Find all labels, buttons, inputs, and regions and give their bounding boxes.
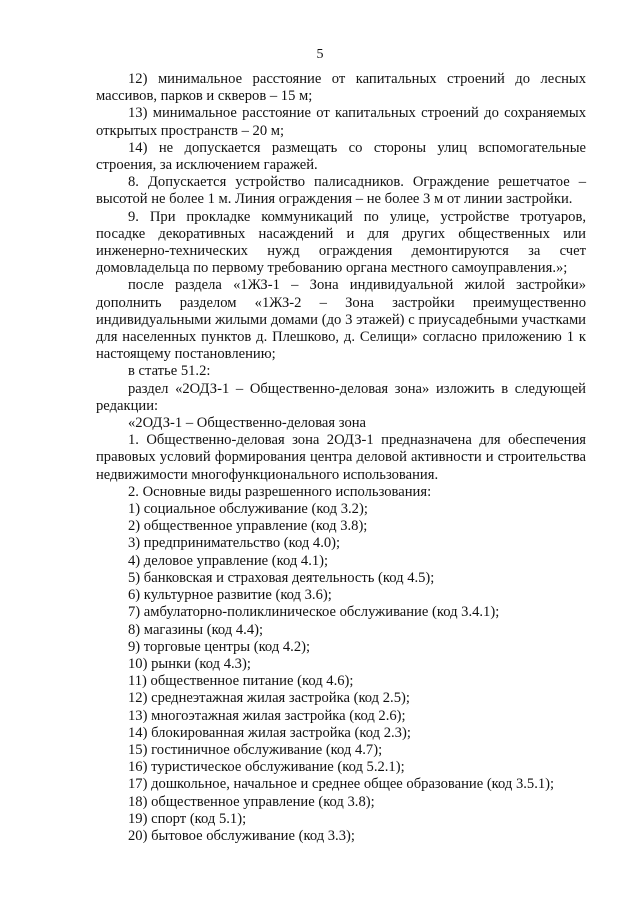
paragraph-item-12: 12) минимальное расстояние от капитальных строений до лесных массивов, парков и скверов – 15 м;: [96, 71, 586, 105]
list-item: 7) амбулаторно-поликлиническое обслуживание (код 3.4.1);: [128, 604, 500, 621]
list-item: 17) дошкольное, начальное и среднее общее образование (код 3.5.1);: [128, 776, 555, 793]
list-item: 18) общественное управление (код 3.8);: [128, 793, 375, 810]
list-item: 11) общественное питание (код 4.6);: [128, 673, 354, 690]
list-item: 9) торговые центры (код 4.2);: [128, 638, 311, 655]
paragraph-zone-purpose: 1. Общественно-деловая зона 2ОДЗ-1 предназначена для обеспечения правовых условий формирования центра деловой активности и строительства недвижимости многофункционального использования.: [96, 432, 586, 483]
list-item: 15) гостиничное обслуживание (код 4.7);: [128, 741, 383, 758]
paragraph-item-13: 13) минимальное расстояние от капитальных строений до сохраняемых открытых пространств – 20 м;: [96, 105, 586, 139]
list-item: 19) спорт (код 5.1);: [128, 810, 247, 827]
paragraph-section-2odz1-intro: раздел «2ОДЗ-1 – Общественно-деловая зона» изложить в следующей редакции:: [96, 380, 586, 414]
section-heading-2odz1: «2ОДЗ-1 – Общественно-деловая зона: [128, 415, 367, 432]
paragraph-item-14: 14) не допускается размещать со стороны улиц вспомогательные строения, за исключением гаражей.: [96, 139, 586, 174]
list-item: 5) банковская и страховая деятельность (код 4.5);: [128, 569, 435, 586]
paragraph-add-section: после раздела «1ЖЗ-1 – Зона индивидуальной жилой застройки» дополнить разделом «1ЖЗ-2 – Зона застройки преимущественно индивидуальными жилыми домами (до 3 этажей) с приусадебными участками для населенных пунктов д. Плешково, д. Селищи» согласно приложению 1 к настоящему постановлению;: [96, 277, 586, 363]
main-uses-list: [96, 501, 586, 845]
page-number: 5: [316, 47, 324, 62]
list-item: 4) деловое управление (код 4.1);: [128, 552, 329, 569]
list-item: 10) рынки (код 4.3);: [128, 655, 251, 672]
list-item: 2) общественное управление (код 3.8);: [128, 518, 368, 535]
paragraph-article-51-2: в статье 51.2:: [128, 363, 211, 380]
paragraph-main-uses-heading: 2. Основные виды разрешенного использования:: [128, 483, 432, 500]
list-item: 6) культурное развитие (код 3.6);: [128, 587, 332, 604]
list-item: 20) бытовое обслуживание (код 3.3);: [128, 827, 355, 844]
document-body: [96, 71, 586, 845]
list-item: 16) туристическое обслуживание (код 5.2.1);: [128, 759, 405, 776]
list-item: 13) многоэтажная жилая застройка (код 2.6);: [128, 707, 406, 724]
paragraph-9: 9. При прокладке коммуникаций по улице, устройстве тротуаров, посадке декоративных насаждений и для других общественных или инженерно-технических нужд ограждения демонтируются за счет домовладельца по первому требованию органа местного самоуправления.»;: [96, 208, 586, 277]
list-item: 14) блокированная жилая застройка (код 2.3);: [128, 724, 411, 741]
paragraph-8: 8. Допускается устройство палисадников. Ограждение решетчатое – высотой не более 1 м. Линия ограждения – не более 3 м от линии застройки.: [96, 174, 586, 208]
list-item: 8) магазины (код 4.4);: [128, 621, 264, 638]
list-item: 3) предпринимательство (код 4.0);: [128, 535, 341, 552]
list-item: 12) среднеэтажная жилая застройка (код 2.5);: [128, 690, 410, 707]
list-item: 1) социальное обслуживание (код 3.2);: [128, 501, 368, 518]
